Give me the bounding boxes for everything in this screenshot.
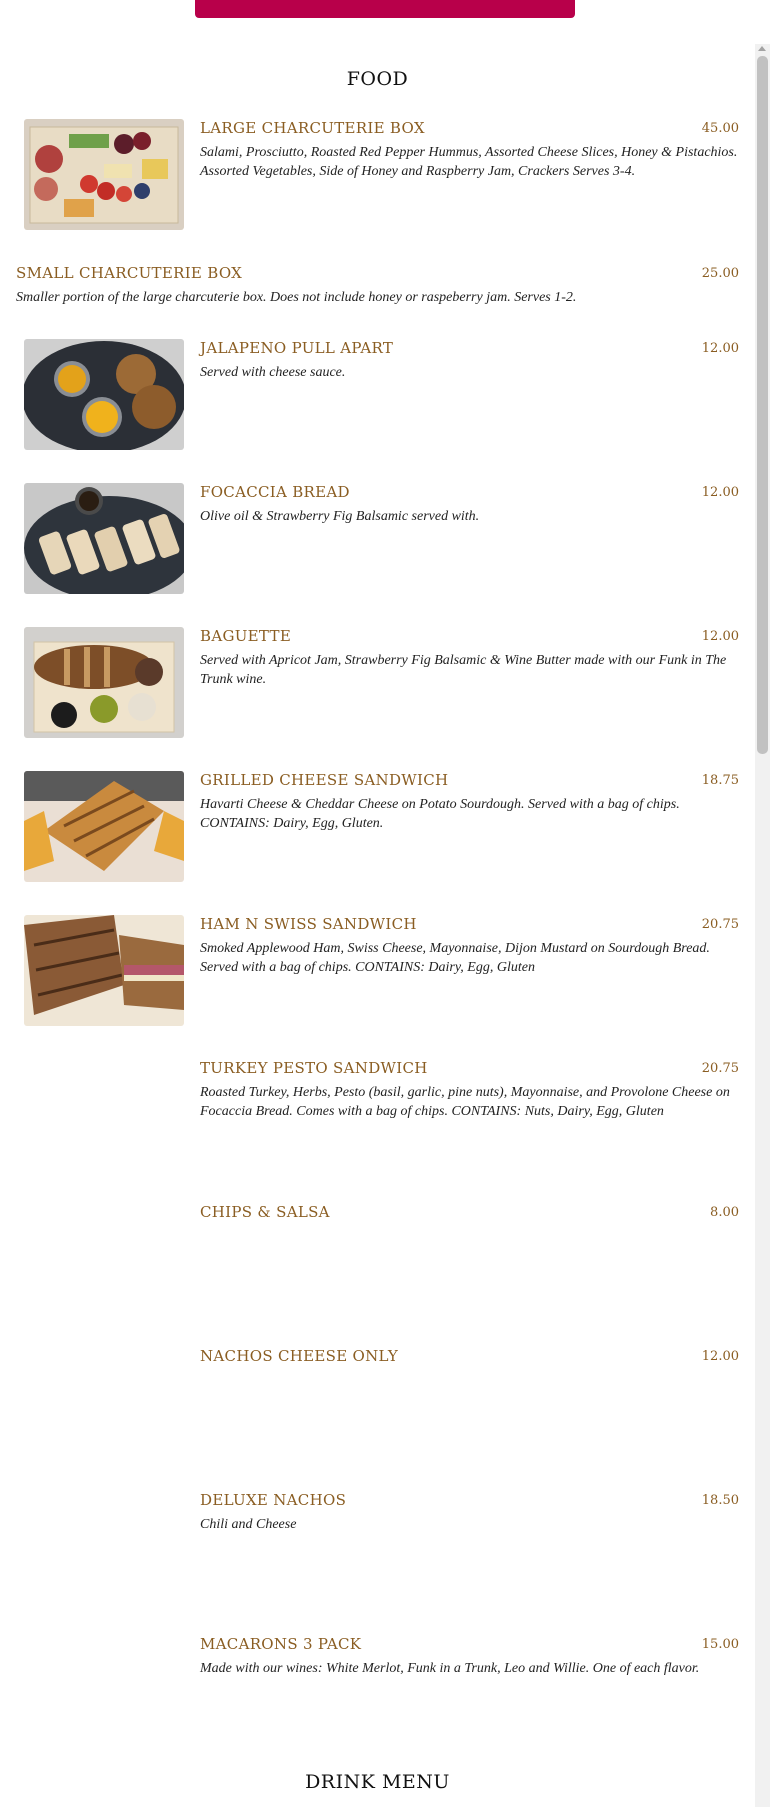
scroll-up-arrow-icon[interactable] [758,46,766,51]
item-name: JALAPENO PULL APART [200,339,394,357]
item-description: Smoked Applewood Ham, Swiss Cheese, Mayonnaise, Dijon Mustard on Sourdough Bread. Served with a bag of chips. CONTAINS: Dairy, Egg, Gluten [200,941,710,975]
item-price: 12.00 [701,485,739,500]
menu-item-grilled-cheese-sandwich[interactable] [0,771,755,886]
menu-content [0,44,755,1807]
item-price: 18.50 [701,1493,739,1508]
item-price: 25.00 [701,266,739,281]
item-price: 12.00 [701,341,739,356]
menu-item-deluxe-nachos[interactable] [0,1491,755,1606]
item-name: HAM N SWISS SANDWICH [200,915,417,933]
item-name: LARGE CHARCUTERIE BOX [200,119,425,137]
item-name: NACHOS CHEESE ONLY [200,1347,399,1365]
menu-item-baguette[interactable] [0,627,755,742]
item-price: 20.75 [701,1061,739,1076]
menu-item-nachos-cheese-only[interactable] [0,1347,755,1462]
focaccia-photo [24,483,184,594]
item-name: FOCACCIA BREAD [200,483,350,501]
item-price: 12.00 [701,1349,739,1364]
item-description: Served with cheese sauce. [200,365,346,380]
item-description: Chili and Cheese [200,1517,297,1532]
grilled-cheese-photo [24,771,184,882]
menu-item-small-charcuterie-box[interactable] [0,264,755,324]
jalapeno-bread-photo [24,339,184,450]
item-name: SMALL CHARCUTERIE BOX [16,264,243,282]
item-price: 15.00 [701,1637,739,1652]
item-price: 12.00 [701,629,739,644]
menu-item-macarons-3-pack[interactable] [0,1635,755,1695]
item-description: Served with Apricot Jam, Strawberry Fig Balsamic & Wine Butter made with our Funk in The Trunk wine. [200,653,727,687]
drink-section-title: DRINK MENU [305,1771,450,1793]
menu-item-jalapeno-pull-apart[interactable] [0,339,755,454]
menu-item-large-charcuterie-box[interactable] [0,119,755,234]
charcuterie-photo [24,119,184,230]
menu-item-chips-salsa[interactable] [0,1203,755,1318]
item-name: TURKEY PESTO SANDWICH [200,1059,428,1077]
ham-swiss-photo [24,915,184,1026]
food-section-title: FOOD [346,68,409,90]
item-description: Made with our wines: White Merlot, Funk in a Trunk, Leo and Willie. One of each flavor. [200,1661,700,1676]
order-button[interactable] [195,0,575,18]
item-description: Havarti Cheese & Cheddar Cheese on Potato Sourdough. Served with a bag of chips. CONTAINS: Dairy, Egg, Gluten. [200,797,680,831]
item-name: MACARONS 3 PACK [200,1635,362,1653]
item-name: BAGUETTE [200,627,292,645]
item-name: DELUXE NACHOS [200,1491,347,1509]
item-name: GRILLED CHEESE SANDWICH [200,771,449,789]
item-price: 8.00 [710,1205,739,1220]
item-name: CHIPS & SALSA [200,1203,330,1221]
item-price: 20.75 [701,917,739,932]
vertical-scrollbar[interactable] [755,44,770,1807]
baguette-photo [24,627,184,738]
menu-item-focaccia-bread[interactable] [0,483,755,598]
item-price: 45.00 [701,121,739,136]
item-description: Salami, Prosciutto, Roasted Red Pepper Hummus, Assorted Cheese Slices, Honey & Pistachios. Assorted Vegetables, Side of Honey and Raspberry Jam, Crackers Serves 3-4. [200,145,738,179]
scrollbar-thumb[interactable] [757,56,768,754]
menu-item-turkey-pesto-sandwich[interactable] [0,1059,755,1174]
item-description: Roasted Turkey, Herbs, Pesto (basil, garlic, pine nuts), Mayonnaise, and Provolone Cheese on Focaccia Bread. Comes with a bag of chips. CONTAINS: Nuts, Dairy, Egg, Gluten [200,1085,730,1119]
item-price: 18.75 [701,773,739,788]
item-description: Smaller portion of the large charcuterie box. Does not include honey or raspeberry jam. Serves 1-2. [16,290,577,305]
menu-item-ham-n-swiss-sandwich[interactable] [0,915,755,1030]
item-description: Olive oil & Strawberry Fig Balsamic served with. [200,509,480,524]
